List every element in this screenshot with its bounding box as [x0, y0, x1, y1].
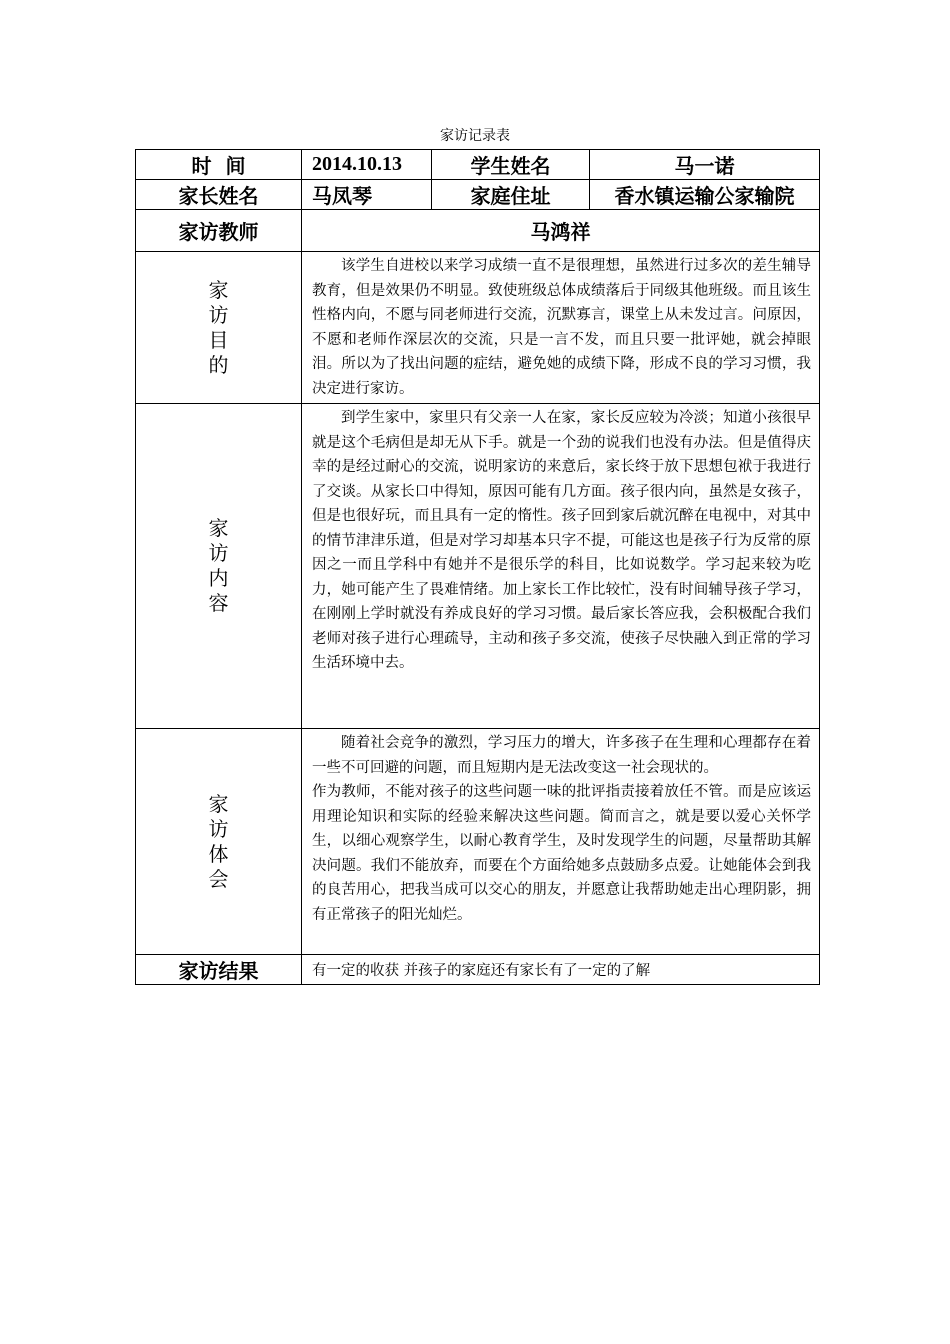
content-label-char: 内 [208, 566, 229, 590]
reflection-label-char: 体 [208, 841, 229, 866]
purpose-label-char: 家 [208, 277, 229, 302]
row-reflection [136, 729, 820, 955]
document-title: 家访记录表 [440, 128, 510, 144]
teacher-label: 家访教师 [136, 210, 302, 252]
row-content [136, 404, 820, 729]
reflection-cell [302, 729, 820, 955]
home-address: 香水镇运输公家输院 [590, 180, 820, 210]
row-time [136, 150, 820, 180]
parent-name-label: 家长姓名 [136, 180, 302, 210]
result-text: 有一定的收获 并孩子的家庭还有家长有了一定的了解 [302, 955, 820, 985]
content-label-char: 容 [208, 591, 229, 615]
address-label: 家庭住址 [432, 180, 590, 210]
teacher-name: 马鸿祥 [302, 210, 820, 252]
purpose-label [136, 252, 302, 404]
visit-date: 2014.10.13 [302, 150, 432, 180]
row-parent [136, 180, 820, 210]
content-label-char: 家 [208, 516, 229, 540]
student-name: 马一诺 [590, 150, 820, 180]
reflection-label [136, 729, 302, 955]
purpose-label-char: 访 [208, 302, 229, 327]
row-purpose [136, 252, 820, 404]
purpose-label-char: 目 [208, 327, 229, 352]
reflection-label-char: 访 [208, 816, 229, 841]
purpose-label-char: 的 [208, 352, 229, 377]
result-label: 家访结果 [136, 955, 302, 985]
purpose-cell [302, 252, 820, 404]
home-visit-record-table [135, 149, 820, 985]
student-name-label: 学生姓名 [432, 150, 590, 180]
reflection-text-2: 作为教师，不能对孩子的这些问题一味的批评指责接着放任不管。而是应该运用理论知识和实际的经验来解决这些问题。简而言之，就是要以爱心关怀学生，以细心观察学生，以耐心教育学生，及时发现学生的问题，尽量帮助其解决问题。我们不能放弃，而要在个方面给她多点鼓励多点爱。让她能体会到我的良苦用心，把我当成可以交心的朋友，并愿意让我帮助她走出心理阴影，拥有正常孩子的阳光灿烂。 [312, 784, 811, 923]
reflection-label-char: 会 [208, 866, 229, 891]
time-label: 时 间 [136, 150, 302, 180]
purpose-text: 该学生自进校以来学习成绩一直不是很理想，虽然进行过多次的差生辅导教育，但是效果仍不明显。致使班级总体成绩落后于同级其他班级。而且该生性格内向，不愿与同老师进行交流，沉默寡言，课堂上从未发过言。问原因，不愿和老师作深层次的交流，只是一言不发，而且只要一批评她，就会掉眼泪。所以为了找出问题的症结，避免她的成绩下降，形成不良的学习习惯，我决定进行家访。 [312, 258, 811, 397]
row-result [136, 955, 820, 985]
reflection-text-1: 随着社会竞争的激烈，学习压力的增大，许多孩子在生理和心理都存在着一些不可回避的问题，而且短期内是无法改变这一社会现状的。 [312, 735, 811, 776]
content-text: 到学生家中，家里只有父亲一人在家，家长反应较为冷淡；知道小孩很早就是这个毛病但是却无从下手。就是一个劲的说我们也没有办法。但是值得庆幸的是经过耐心的交流，说明家访的来意后，家长终于放下思想包袱于我进行了交谈。从家长口中得知，原因可能有几方面。孩子很内向，虽然是女孩子，但是也很好玩，而且具有一定的惰性。孩子回到家后就沉醉在电视中，对其中的情节津津乐道，但是对学习却基本只字不提，可能这也是孩子行为反常的原因之一而且学科中有她并不是很乐学的科目，比如说数学。学习起来较为吃力，她可能产生了畏难情绪。加上家长工作比较忙，没有时间辅导孩子学习，在刚刚上学时就没有养成良好的学习习惯。最后家长答应我，会积极配合我们老师对孩子进行心理疏导，主动和孩子多交流，使孩子尽快融入到正常的学习生活环境中去。 [312, 410, 811, 671]
content-label-char: 访 [208, 541, 229, 565]
content-cell [302, 404, 820, 729]
row-teacher [136, 210, 820, 252]
parent-name: 马凤琴 [302, 180, 432, 210]
reflection-label-char: 家 [208, 791, 229, 816]
content-label [136, 404, 302, 729]
